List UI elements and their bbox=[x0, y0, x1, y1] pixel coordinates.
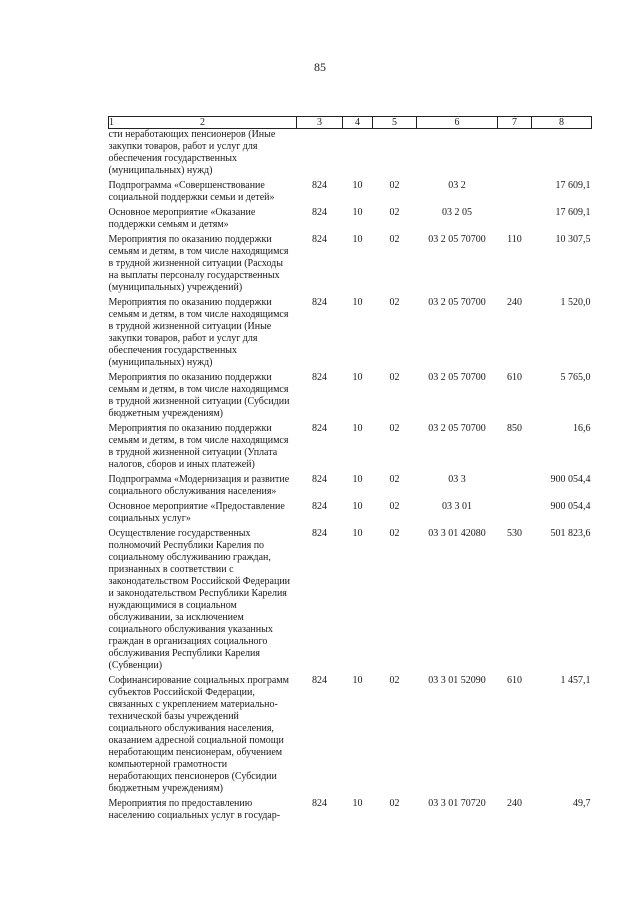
subsection-cell: 02 bbox=[389, 297, 400, 308]
target-article-cell: 03 2 05 70700 bbox=[428, 297, 486, 308]
section-cell: 10 bbox=[352, 372, 363, 383]
target-article-cell: 03 3 bbox=[448, 474, 466, 485]
ministry-code-cell: 824 bbox=[312, 528, 327, 539]
row-name-cell: Подпрограмма «Совершенствование социальной поддержки семьи и детей» bbox=[108, 180, 275, 203]
section-cell: 10 bbox=[352, 423, 363, 434]
subsection-cell: 02 bbox=[389, 423, 400, 434]
subsection-cell: 02 bbox=[389, 180, 400, 191]
target-article-cell: 03 3 01 bbox=[442, 501, 472, 512]
expense-type-cell bbox=[498, 129, 532, 178]
expense-type-cell bbox=[498, 180, 532, 204]
table-row bbox=[109, 180, 592, 204]
expense-type-cell bbox=[498, 501, 532, 525]
amount-cell: 10 307,5 bbox=[555, 234, 591, 245]
table-row bbox=[109, 372, 592, 420]
amount-cell: 1 520,0 bbox=[560, 297, 591, 308]
row-name-cell: Подпрограмма «Модернизация и развитие социального обслуживания населения» bbox=[108, 474, 290, 497]
ministry-code-cell: 824 bbox=[312, 207, 327, 218]
row-name-cell: сти неработающих пенсионеров (Иные закупки товаров, работ и услуг для обеспечения государственных (муниципальных) нужд) bbox=[108, 129, 276, 176]
ministry-code-cell: 824 bbox=[312, 297, 327, 308]
amount-cell: 900 054,4 bbox=[550, 501, 591, 512]
col-header-5: 5 bbox=[373, 117, 417, 129]
section-cell: 10 bbox=[352, 297, 363, 308]
ministry-code-cell: 824 bbox=[312, 675, 327, 686]
table-row bbox=[109, 501, 592, 525]
row-name-cell: Основное мероприятие «Предоставление социальных услуг» bbox=[108, 501, 285, 524]
ministry-code-cell: 824 bbox=[312, 234, 327, 245]
row-name-cell: Мероприятия по оказанию поддержки семьям и детям, в том числе находящимся в трудной жизненной ситуации (Расходы на выплаты персоналу государственных (муниципальных) учреждений) bbox=[108, 234, 289, 293]
amount-cell: 501 823,6 bbox=[550, 528, 591, 539]
row-name-cell: Софинансирование социальных программ субъектов Российской Федерации, связанных с укреплением материально-технической базы учреждений социального обслуживания населения, оказанием адресной социальной помощи неработающим пенсионерам, обучением компьютерной грамотности неработающих пенсионеров (Субсидии бюджетным учреждениям) bbox=[108, 675, 289, 794]
target-article-cell bbox=[417, 129, 498, 178]
expense-type-cell: 240 bbox=[507, 798, 522, 809]
col-header-6: 6 bbox=[417, 117, 498, 129]
table-row bbox=[109, 675, 592, 795]
amount-cell: 16,6 bbox=[573, 423, 591, 434]
ministry-code-cell: 824 bbox=[312, 180, 327, 191]
row-name-cell: Мероприятия по оказанию поддержки семьям и детям, в том числе находящимся в трудной жизненной ситуации (Иные закупки товаров, работ и услуг для обеспечения государственных (муниципальных) нужд) bbox=[108, 297, 289, 368]
row-name-cell: Мероприятия по оказанию поддержки семьям и детям, в том числе находящимся в трудной жизненной ситуации (Уплата налогов, сборов и иных платежей) bbox=[108, 423, 289, 470]
subsection-cell: 02 bbox=[389, 798, 400, 809]
section-cell: 10 bbox=[352, 798, 363, 809]
expense-type-cell: 610 bbox=[507, 372, 522, 383]
subsection-cell: 02 bbox=[389, 528, 400, 539]
target-article-cell: 03 2 05 70700 bbox=[428, 372, 486, 383]
col-header-2: 2 bbox=[109, 117, 297, 129]
expense-type-cell bbox=[498, 474, 532, 498]
col-header-7: 7 bbox=[498, 117, 532, 129]
section-cell: 10 bbox=[352, 501, 363, 512]
target-article-cell: 03 2 bbox=[448, 180, 466, 191]
subsection-cell bbox=[373, 129, 417, 178]
section-cell: 10 bbox=[352, 528, 363, 539]
subsection-cell: 02 bbox=[389, 501, 400, 512]
row-name-cell: Мероприятия по предоставлению населению социальных услуг в государ- bbox=[108, 798, 281, 821]
amount-cell: 17 609,1 bbox=[555, 180, 591, 191]
subsection-cell: 02 bbox=[389, 207, 400, 218]
table-row bbox=[109, 528, 592, 672]
amount-cell: 900 054,4 bbox=[550, 474, 591, 485]
amount-cell: 17 609,1 bbox=[555, 207, 591, 218]
row-name-cell: Основное мероприятие «Оказание поддержки семьям и детям» bbox=[108, 207, 256, 230]
target-article-cell: 03 3 01 70720 bbox=[428, 798, 486, 809]
section-cell: 10 bbox=[352, 675, 363, 686]
expense-type-cell: 240 bbox=[507, 297, 522, 308]
expense-type-cell: 610 bbox=[507, 675, 522, 686]
section-cell: 10 bbox=[352, 474, 363, 485]
subsection-cell: 02 bbox=[389, 675, 400, 686]
ministry-code-cell: 824 bbox=[312, 423, 327, 434]
amount-cell: 1 457,1 bbox=[560, 675, 591, 686]
target-article-cell: 03 2 05 70700 bbox=[428, 234, 486, 245]
amount-cell bbox=[532, 129, 592, 178]
section-cell bbox=[343, 129, 373, 178]
page-number: 85 bbox=[314, 60, 326, 74]
ministry-code-cell: 824 bbox=[312, 501, 327, 512]
col-header-4: 4 bbox=[343, 117, 373, 129]
ministry-code-cell: 824 bbox=[312, 798, 327, 809]
budget-table bbox=[108, 116, 592, 822]
subsection-cell: 02 bbox=[389, 474, 400, 485]
ministry-code-cell: 824 bbox=[312, 474, 327, 485]
col-header-3: 3 bbox=[297, 117, 343, 129]
table-row bbox=[109, 423, 592, 471]
expense-type-cell: 850 bbox=[507, 423, 522, 434]
table-body bbox=[109, 129, 592, 823]
row-name-cell: Мероприятия по оказанию поддержки семьям и детям, в том числе находящимся в трудной жизненной ситуации (Субсидии бюджетным учреждениям) bbox=[108, 372, 290, 419]
section-cell: 10 bbox=[352, 234, 363, 245]
table-row bbox=[109, 207, 592, 231]
target-article-cell: 03 3 01 42080 bbox=[428, 528, 486, 539]
amount-cell: 49,7 bbox=[573, 798, 591, 809]
header-row: 1 2 3 4 5 6 7 8 bbox=[109, 117, 592, 129]
amount-cell: 5 765,0 bbox=[560, 372, 591, 383]
table-row bbox=[109, 474, 592, 498]
ministry-code-cell bbox=[297, 129, 343, 178]
subsection-cell: 02 bbox=[389, 234, 400, 245]
table-row bbox=[109, 297, 592, 369]
col-header-8: 8 bbox=[532, 117, 592, 129]
ministry-code-cell: 824 bbox=[312, 372, 327, 383]
table-row bbox=[109, 798, 592, 822]
target-article-cell: 03 3 01 52090 bbox=[428, 675, 486, 686]
target-article-cell: 03 2 05 bbox=[442, 207, 472, 218]
section-cell: 10 bbox=[352, 207, 363, 218]
target-article-cell: 03 2 05 70700 bbox=[428, 423, 486, 434]
table-row bbox=[109, 234, 592, 294]
section-cell: 10 bbox=[352, 180, 363, 191]
expense-type-cell bbox=[498, 207, 532, 231]
row-name-cell: Осуществление государственных полномочий Республики Карелия по социальному обслуживанию граждан, признанных в соответствии с законодательством Российской Федерации и законодательством Республики Карелия нуждающимися в социальном обслуживании, за исключением социального обслуживания указанных граждан в организациях социального обслуживания Республики Карелия (Субвенции) bbox=[108, 528, 291, 671]
subsection-cell: 02 bbox=[389, 372, 400, 383]
expense-type-cell: 530 bbox=[507, 528, 522, 539]
expense-type-cell: 110 bbox=[507, 234, 522, 245]
table-row bbox=[109, 129, 592, 178]
